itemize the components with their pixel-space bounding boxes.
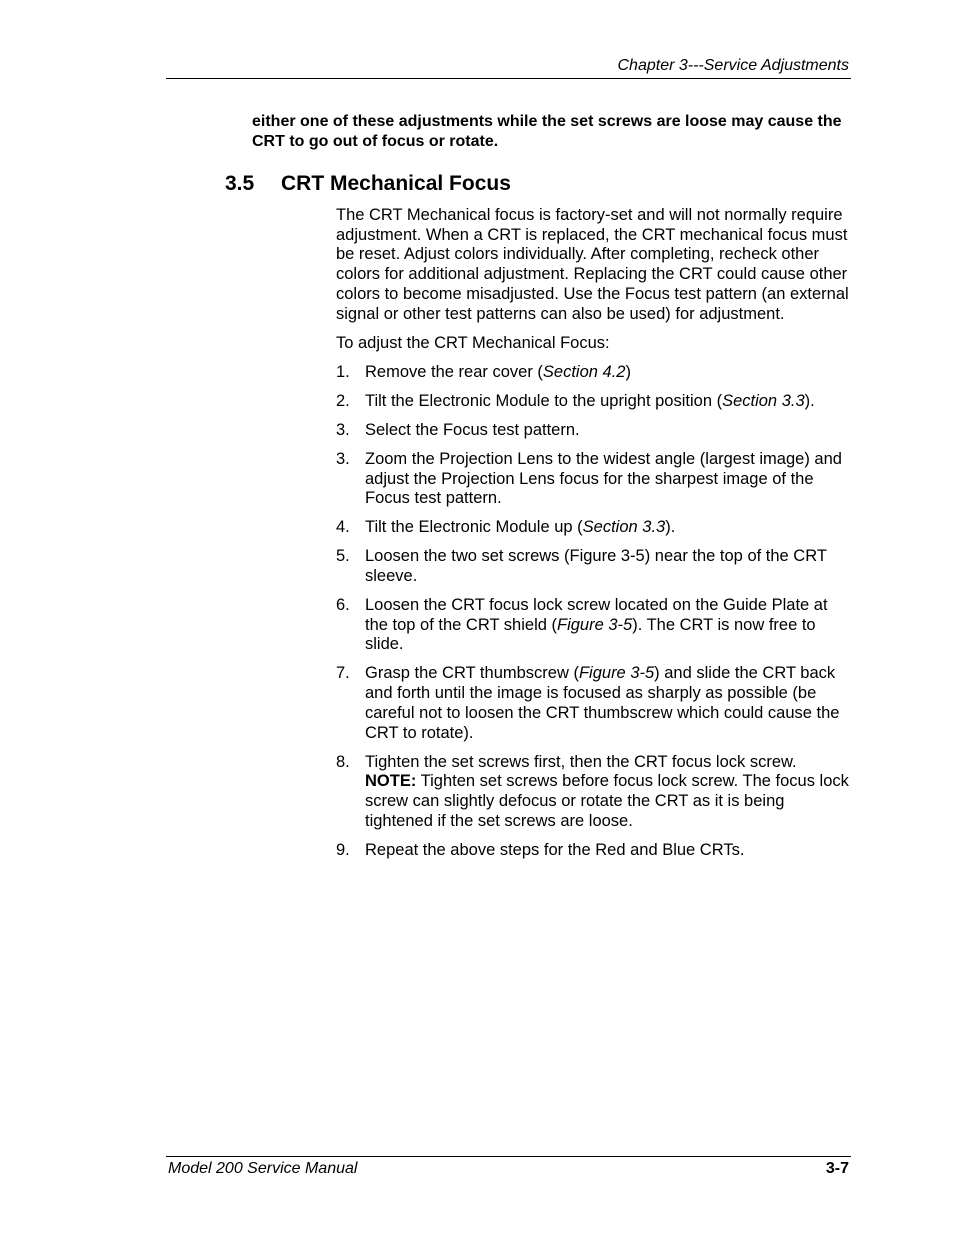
procedure-lead-in: To adjust the CRT Mechanical Focus: <box>336 333 610 352</box>
procedure-steps <box>336 363 851 860</box>
cross-reference: Figure 3-5 <box>557 615 633 634</box>
section-body <box>336 206 851 870</box>
step-item: 7. Grasp the CRT thumbscrew (Figure 3-5) and slide the CRT back and forth until the image is focused as sharply as possible (be careful not to loosen the CRT thumbscrew which could cause the CRT to rotate). <box>336 664 840 742</box>
continued-warning-text: either one of these adjustments while the set screws are loose may cause the CRT to go out of focus or rotate. <box>252 113 842 150</box>
section-title: CRT Mechanical Focus <box>281 172 511 195</box>
page-number: 3-7 <box>825 1160 849 1177</box>
section-number: 3.5 <box>225 172 255 195</box>
cross-reference: Section 3.3 <box>582 518 666 537</box>
step-item: 1. Remove the rear cover (Section 4.2) <box>336 362 631 381</box>
cross-reference: Section 4.2 <box>542 362 626 381</box>
section-heading <box>225 171 511 197</box>
note-text: Tighten set screws before focus lock screw. The focus lock screw can slightly defocus or rotate the CRT as it is being tightened if the set screws are loose. <box>365 772 849 830</box>
step-item: 4. Tilt the Electronic Module up (Section 3.3). <box>336 518 676 537</box>
chapter-title: Chapter 3---Service Adjustments <box>617 57 849 74</box>
step-item: 6. Loosen the CRT focus lock screw located on the Guide Plate at the top of the CRT shield (Figure 3-5). The CRT is now free to slide. <box>336 596 828 654</box>
step-item: 3. Zoom the Projection Lens to the widest angle (largest image) and adjust the Projection Lens focus for the sharpest image of the Focus test pattern. <box>336 449 842 508</box>
note-label: NOTE: <box>365 772 417 791</box>
cross-reference: Section 3.3 <box>722 391 805 410</box>
step-item: 5. Loosen the two set screws (Figure 3-5) near the top of the CRT sleeve. <box>336 547 827 586</box>
intro-paragraph: The CRT Mechanical focus is factory-set and will not normally require adjustment. When a CRT is replaced, the CRT mechanical focus must be reset. Adjust colors individually. After completing, recheck other colors for additional adjustment. Replacing the CRT could cause other colors to become misadjusted. Use the Focus test pattern (an external signal or other test patterns can also be used) for adjustment. <box>336 206 849 323</box>
step-item: 3. Select the Focus test pattern. <box>336 420 580 439</box>
step-item: 9. Repeat the above steps for the Red and Blue CRTs. <box>336 840 745 859</box>
step-item: 8. Tighten the set screws first, then the CRT focus lock screw. NOTE: Tighten set screws before focus lock screw. The focus lock screw can slightly defocus or rotate the CRT as it is being tightened if the set screws are loose. <box>336 752 849 830</box>
running-footer <box>166 1156 851 1179</box>
step-item: 2. Tilt the Electronic Module to the upright position (Section 3.3). <box>336 391 815 410</box>
manual-title: Model 200 Service Manual <box>168 1160 358 1177</box>
cross-reference: Figure 3-5 <box>578 664 655 683</box>
running-header <box>166 56 851 79</box>
